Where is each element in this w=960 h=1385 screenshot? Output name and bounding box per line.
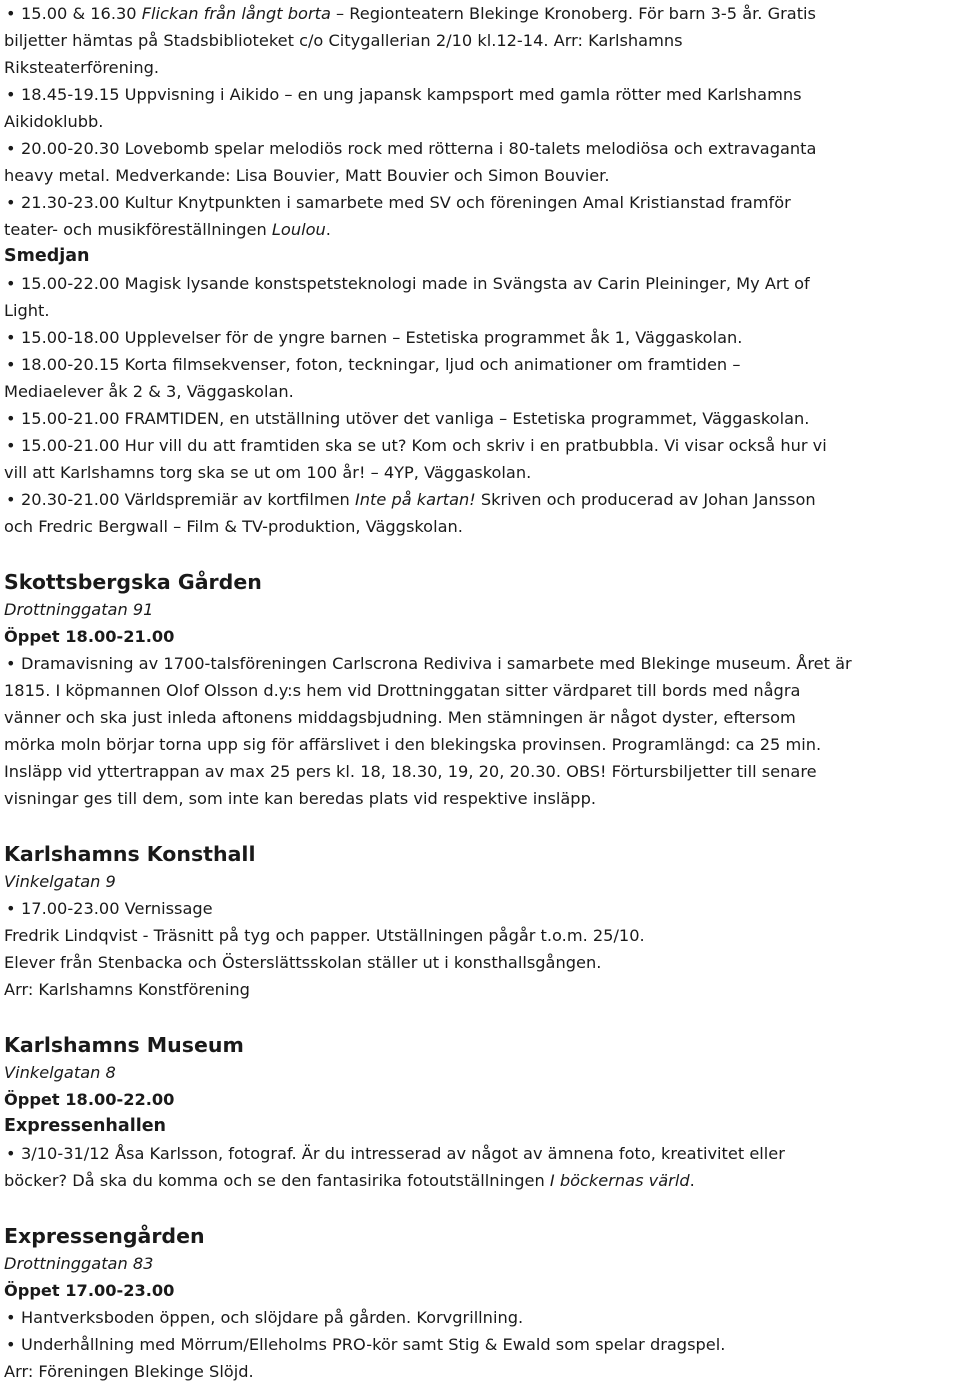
list-item: • 15.00-21.00 FRAMTIDEN, en utställning utöver det vanliga – Estetiska programmet, Väggaskolan. <box>4 405 948 432</box>
list-item: • Hantverksboden öppen, och slöjdare på gården. Korvgrillning. <box>4 1304 948 1331</box>
subsection-heading: Expressenhallen <box>4 1116 167 1136</box>
list-item: • 15.00-18.00 Upplevelser för de yngre barnen – Estetiska programmet åk 1, Väggaskolan. <box>4 324 948 351</box>
section-heading-smedjan: Smedjan <box>4 246 90 266</box>
list-item: • 17.00-23.00 Vernissage <box>4 895 948 922</box>
paragraph-line: Arr: Karlshamns Konstförening <box>4 980 250 999</box>
paragraph-line: och Fredric Bergwall – Film & TV-produktion, Väggskolan. <box>4 517 463 536</box>
address: Vinkelgatan 8 <box>4 1063 116 1082</box>
list-item: • 21.30-23.00 Kultur Knytpunkten i samarbete med SV och föreningen Amal Kristianstad framför <box>4 189 948 216</box>
address: Drottninggatan 91 <box>4 600 154 619</box>
paragraph-line: vänner och ska just inleda aftonens middagsbjudning. Men stämningen är något dyster, eftersom <box>4 708 796 727</box>
paragraph-line: böcker? Då ska du komma och se den fantasirika fotoutställningen I böckernas värld. <box>4 1171 695 1190</box>
paragraph-line: Light. <box>4 301 50 320</box>
paragraph-line: Mediaelever åk 2 & 3, Väggaskolan. <box>4 382 294 401</box>
paragraph-line: Insläpp vid yttertrappan av max 25 pers kl. 18, 18.30, 19, 20, 20.30. OBS! Förtursbiljetter till senare <box>4 762 817 781</box>
list-item: • 20.00-20.30 Lovebomb spelar melodiös rock med rötterna i 80-talets melodiösa och extravaganta <box>4 135 948 162</box>
paragraph-line: teater- och musikföreställningen Loulou. <box>4 220 331 239</box>
address: Vinkelgatan 9 <box>4 872 116 891</box>
paragraph-line: Elever från Stenbacka och Österslättsskolan ställer ut i konsthallsgången. <box>4 953 602 972</box>
paragraph-line: mörka moln börjar torna upp sig för affärslivet i den blekingska provinsen. Programlängd: ca 25 min. <box>4 735 822 754</box>
paragraph-line: Riksteaterförening. <box>4 58 160 77</box>
section-heading-museum: Karlshamns Museum <box>4 1033 244 1057</box>
paragraph-line: heavy metal. Medverkande: Lisa Bouvier, Matt Bouvier och Simon Bouvier. <box>4 166 610 185</box>
list-item: • 15.00-22.00 Magisk lysande konstspetsteknologi made in Svängsta av Carin Pleininger, My Art of <box>4 270 948 297</box>
opening-hours: Öppet 17.00-23.00 <box>4 1281 175 1300</box>
list-item: • 20.30-21.00 Världspremiär av kortfilmen Inte på kartan! Skriven och producerad av Johan Jansson <box>4 486 948 513</box>
opening-hours: Öppet 18.00-21.00 <box>4 627 175 646</box>
list-item: • 15.00 & 16.30 Flickan från långt borta – Regionteatern Blekinge Kronoberg. För barn 3-5 år. Gratis <box>4 0 948 27</box>
opening-hours: Öppet 18.00-22.00 <box>4 1090 175 1109</box>
section-heading-skottsbergska: Skottsbergska Gården <box>4 570 262 594</box>
paragraph-line: vill att Karlshamns torg ska se ut om 100 år! – 4YP, Väggaskolan. <box>4 463 532 482</box>
paragraph-line: Aikidoklubb. <box>4 112 104 131</box>
list-item: • Dramavisning av 1700-talsföreningen Carlscrona Rediviva i samarbete med Blekinge museum. Året är <box>4 650 948 677</box>
list-item: • 15.00-21.00 Hur vill du att framtiden ska se ut? Kom och skriv i en pratbubbla. Vi visar också hur vi <box>4 432 948 459</box>
section-heading-konsthall: Karlshamns Konsthall <box>4 842 256 866</box>
list-item: • 18.45-19.15 Uppvisning i Aikido – en ung japansk kampsport med gamla rötter med Karlshamns <box>4 81 948 108</box>
paragraph-line: biljetter hämtas på Stadsbiblioteket c/o Citygallerian 2/10 kl.12-14. Arr: Karlshamns <box>4 31 683 50</box>
list-item: • 3/10-31/12 Åsa Karlsson, fotograf. Är du intresserad av något av ämnena foto, kreativitet eller <box>4 1140 948 1167</box>
section-heading-expressengarden: Expressengården <box>4 1224 205 1248</box>
paragraph-line: Fredrik Lindqvist - Träsnitt på tyg och papper. Utställningen pågår t.o.m. 25/10. <box>4 926 645 945</box>
list-item: • Underhållning med Mörrum/Elleholms PRO-kör samt Stig & Ewald som spelar dragspel. <box>4 1331 948 1358</box>
address: Drottninggatan 83 <box>4 1254 154 1273</box>
paragraph-line: 1815. I köpmannen Olof Olsson d.y:s hem vid Drottninggatan sitter värdparet till bords med några <box>4 681 801 700</box>
list-item: • 18.00-20.15 Korta filmsekvenser, foton, teckningar, ljud och animationer om framtiden – <box>4 351 948 378</box>
paragraph-line: visningar ges till dem, som inte kan beredas plats vid respektive insläpp. <box>4 789 597 808</box>
paragraph-line: Arr: Föreningen Blekinge Slöjd. <box>4 1362 254 1381</box>
